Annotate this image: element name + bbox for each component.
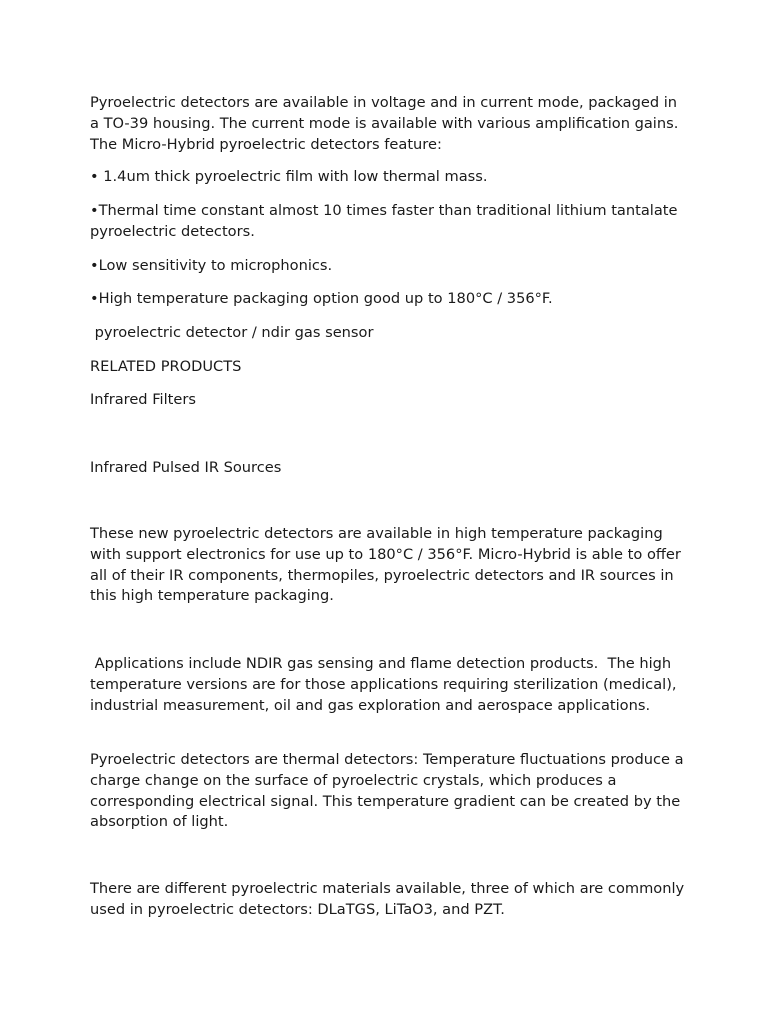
- materials-paragraph: There are different pyroelectric materials available, three of which are commonly used in pyroelectric detectors: DLaTGS, LiTaO3, and PZT.: [90, 880, 685, 918]
- image-caption: pyroelectric detector / ndir gas sensor: [90, 324, 374, 341]
- feature-bullet-film: • 1.4um thick pyroelectric film with low thermal mass.: [90, 168, 488, 185]
- feature-bullet-microphonics: •Low sensitivity to microphonics.: [90, 257, 333, 274]
- applications-paragraph: Applications include NDIR gas sensing and flame detection products. The high temperature versions are for those applications requiring sterilization (medical), industrial measurement, oil and gas exploration and aerospace applications.: [90, 655, 682, 714]
- high-temperature-paragraph: These new pyroelectric detectors are available in high temperature packaging with support electronics for use up to 180°C / 356°F. Micro-Hybrid is able to offer all of their IR components, thermopiles, pyroelectric detectors and IR sources in this high temperature packaging.: [90, 525, 681, 605]
- related-product-pulsed-ir-sources: Infrared Pulsed IR Sources: [90, 459, 282, 476]
- feature-bullet-time-constant: •Thermal time constant almost 10 times faster than traditional lithium tantalate pyroelectric detectors.: [90, 202, 678, 240]
- intro-paragraph: Pyroelectric detectors are available in voltage and in current mode, packaged in a TO-39 housing. The current mode is available with various amplification gains. The Micro-Hybrid pyroelectric detectors feature:: [90, 94, 679, 153]
- thermal-detectors-paragraph: Pyroelectric detectors are thermal detectors: Temperature fluctuations produce a charge change on the surface of pyroelectric crystals, which produces a corresponding electrical signal. This temperature gradient can be created by the absorption of light.: [90, 751, 684, 831]
- related-product-infrared-filters: Infrared Filters: [90, 391, 196, 408]
- related-products-heading: RELATED PRODUCTS: [90, 358, 242, 375]
- feature-bullet-high-temperature: •High temperature packaging option good up to 180°C / 356°F.: [90, 290, 553, 307]
